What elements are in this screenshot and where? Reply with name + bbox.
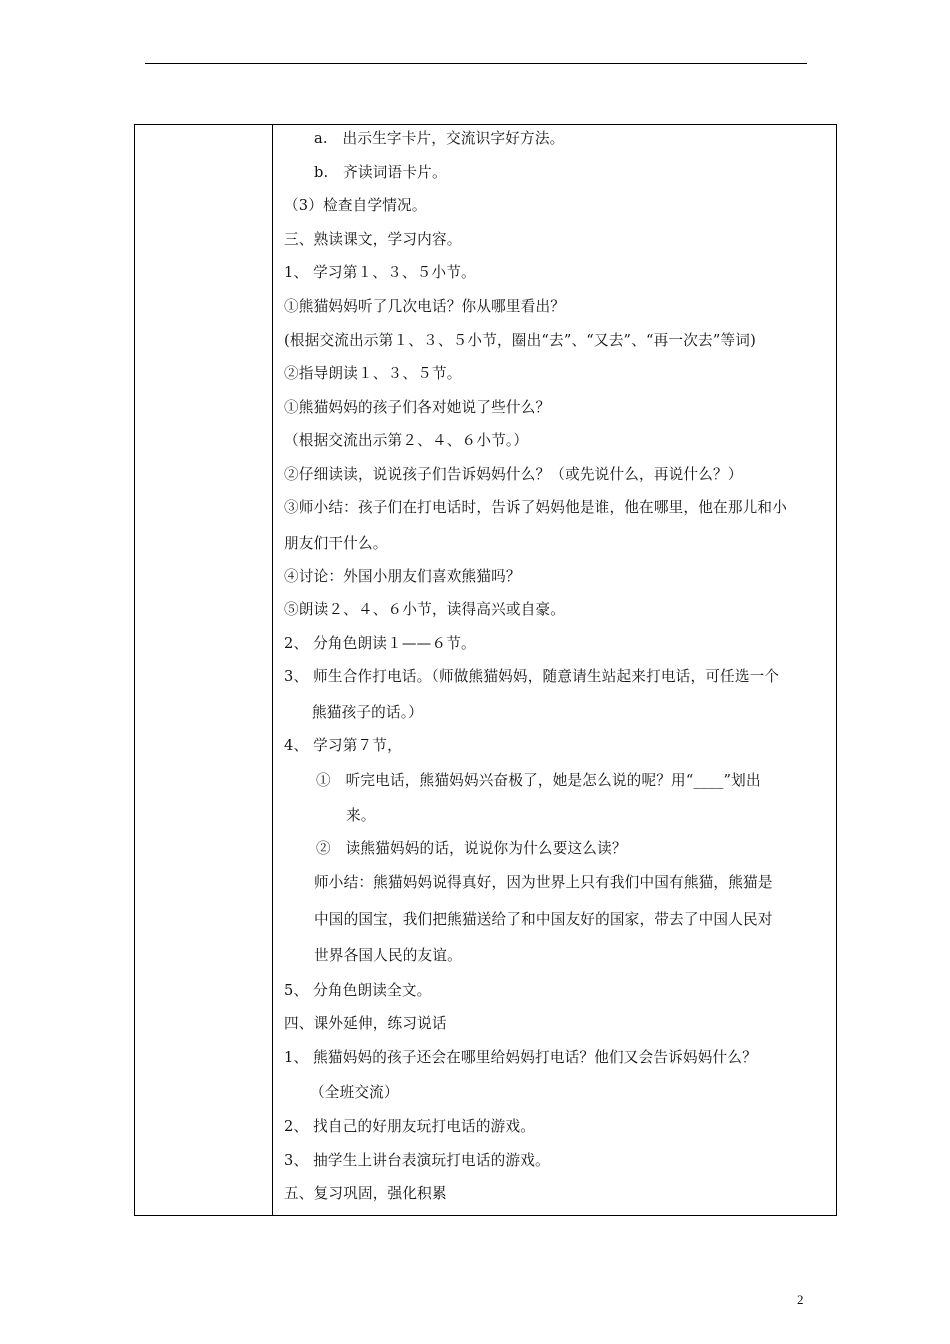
extension-item-1-line: 1、 熊猫妈妈的孩子还会在哪里给妈妈打电话？他们又会告诉妈妈什么？ <box>284 1049 757 1066</box>
teacher-summary-2-line-3: 世界各国人民的友谊。 <box>314 947 462 964</box>
teacher-summary-2-line-2: 中国的国宝，我们把熊猫送给了和中国友好的国家，带去了中国人民对 <box>314 911 773 928</box>
teacher-summary-line-2: 朋友们干什么。 <box>284 535 388 552</box>
section-three-heading: 三、熟读课文，学习内容。 <box>284 231 462 248</box>
item-3-line-2: 熊猫孩子的话。） <box>312 704 424 721</box>
column-divider <box>272 125 273 1215</box>
whole-class-line: （全班交流） <box>310 1084 399 1101</box>
item-2-line: 2、 分角色朗读１——６节。 <box>284 635 476 652</box>
discussion-line: ④讨论：外国小朋友们喜欢熊猫吗？ <box>284 568 521 585</box>
lesson-plan-table <box>134 124 837 1216</box>
self-study-check-line: （3）检查自学情况。 <box>284 197 427 214</box>
step-b-line: b. 齐读词语卡片。 <box>314 164 447 181</box>
careful-reading-line: ②仔细读读，说说孩子们告诉妈妈什么？（或先说什么，再说什么？） <box>284 466 743 483</box>
question-phone-count-line: ①熊猫妈妈听了几次电话？你从哪里看出？ <box>284 298 566 315</box>
item-4-line: 4、 学习第７节， <box>284 737 402 754</box>
note-circle-words-line: (根据交流出示第１、３、５小节，圈出“去”、“又去”、“再一次去”等词) <box>284 332 756 349</box>
item-5-line: 5、 分角色朗读全文。 <box>284 982 432 999</box>
teacher-summary-line-1: ③师小结：孩子们在打电话时，告诉了妈妈他是谁，他在哪里，他在那儿和小 <box>284 499 787 516</box>
sub-question-2-line: ② 读熊猫妈妈的话，说说你为什么要这么读？ <box>316 840 627 857</box>
sub-question-1-line-1: ① 听完电话，熊猫妈妈兴奋极了，她是怎么说的呢？用“____”划出 <box>316 772 761 789</box>
extension-item-2-line: 2、 找自己的好朋友玩打电话的游戏。 <box>284 1118 536 1135</box>
sub-question-1-line-2: 来。 <box>346 807 376 824</box>
read-aloud-246-line: ⑤朗读２、４、６小节，读得高兴或自豪。 <box>284 601 566 618</box>
step-a-line: a. 出示生字卡片，交流识字好方法。 <box>314 130 565 147</box>
header-rule <box>145 63 807 64</box>
item-3-line-1: 3、 师生合作打电话。（师做熊猫妈妈，随意请生站起来打电话，可任选一个 <box>284 668 780 685</box>
teacher-summary-2-line-1: 师小结：熊猫妈妈说得真好，因为世界上只有我们中国有熊猫，熊猫是 <box>314 874 773 891</box>
section-four-heading: 四、课外延伸，练习说话 <box>284 1015 447 1032</box>
guided-reading-line: ②指导朗读１、３、５节。 <box>284 365 462 382</box>
question-children-said-line: ①熊猫妈妈的孩子们各对她说了些什么？ <box>284 399 551 416</box>
extension-item-3-line: 3、 抽学生上讲台表演玩打电话的游戏。 <box>284 1152 550 1169</box>
item-1-line: 1、 学习第１、３、５小节。 <box>284 264 476 281</box>
note-sections-246-line: （根据交流出示第２、４、６小节。） <box>284 432 529 449</box>
section-five-heading: 五、复习巩固，强化积累 <box>284 1185 447 1202</box>
page-number: 2 <box>797 1292 804 1307</box>
